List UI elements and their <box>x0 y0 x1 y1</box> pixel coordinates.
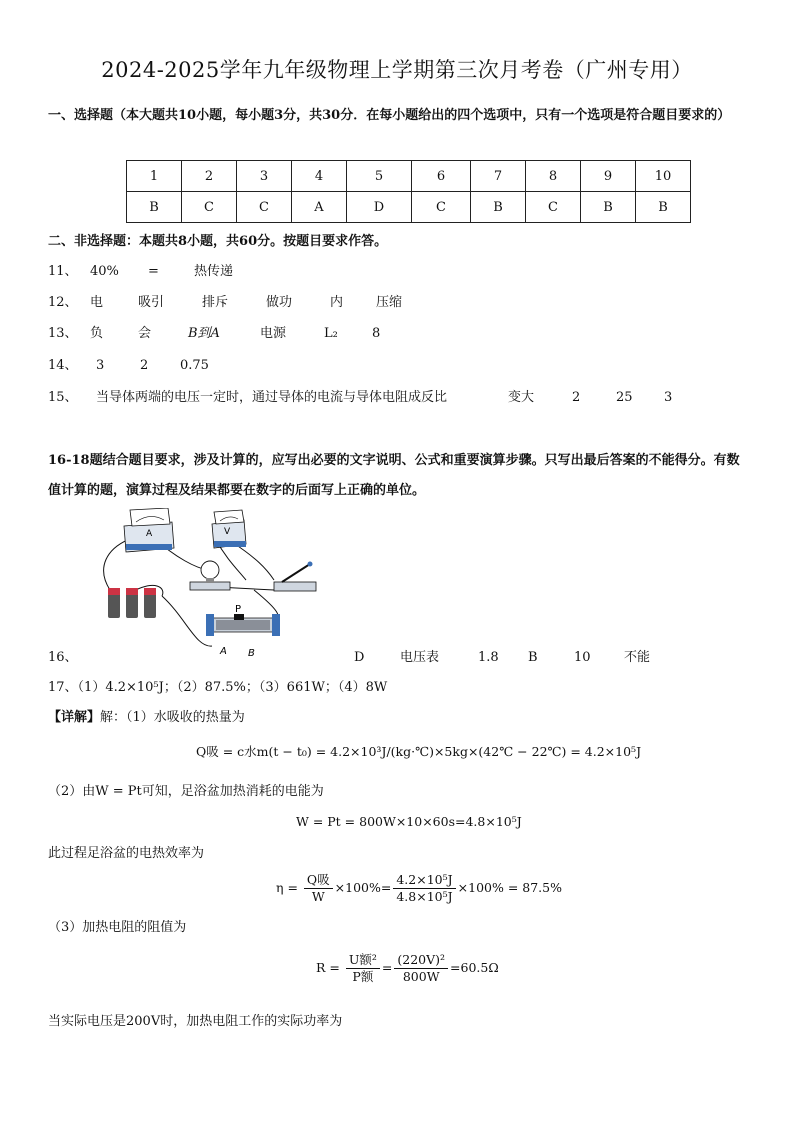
fraction-denominator: 800W <box>402 969 440 984</box>
fraction <box>304 872 333 905</box>
table-cell: 2 <box>182 161 237 192</box>
fraction-numerator: (220V)² <box>394 952 448 969</box>
answer-item: 排斥 <box>202 295 229 310</box>
formula-rhs: ×100% = 87.5% <box>457 880 562 895</box>
section1-heading: 一、选择题（本大题共10小题，每小题3分，共30分．在每小题给出的四个选项中，只有一个选项是符合题目要求的） <box>48 108 731 123</box>
instructions: 16-18题结合题目要求，涉及计算的，应写出必要的文字说明、公式和重要演算步骤。只写出最后答案的不能得分。有数值计算的题，演算过程及结果都要在数字的后面写上正确的单位。 <box>48 453 740 498</box>
answer-item: 变大 <box>508 390 535 405</box>
fraction-numerator: U额² <box>346 952 380 969</box>
table-cell: C <box>526 192 581 223</box>
fraction-denominator: 4.8×10⁵J <box>396 889 453 904</box>
answer-item: 电压表 <box>400 650 440 665</box>
fraction-numerator: 4.2×10⁵J <box>393 872 455 889</box>
table-cell: 3 <box>237 161 292 192</box>
formula-rhs: =60.5Ω <box>450 960 499 975</box>
table-cell: 8 <box>526 161 581 192</box>
answer-item: 0.75 <box>180 358 209 373</box>
detail-label: 【详解】 <box>48 710 101 725</box>
answer-line-15 <box>48 388 748 408</box>
answer-item: 热传递 <box>194 264 234 279</box>
circuit-diagram <box>96 508 328 660</box>
table-cell: 6 <box>412 161 471 192</box>
table-cell: B <box>581 192 636 223</box>
table-cell: 5 <box>347 161 412 192</box>
answer-line-16 <box>48 648 748 668</box>
answer-table <box>126 160 691 223</box>
table-cell: A <box>292 192 347 223</box>
step-2: （2）由W = Pt可知，足浴盆加热消耗的电能为 <box>48 784 324 799</box>
answer-line-12 <box>48 293 748 313</box>
table-cell: B <box>636 192 691 223</box>
answer-item: 做功 <box>266 295 293 310</box>
answer-item: 2 <box>572 390 581 405</box>
question-number: 14、 <box>48 358 78 373</box>
formula-lhs: η = <box>276 880 298 895</box>
fraction <box>393 872 455 905</box>
answer-item: L₂ <box>324 326 338 341</box>
answer-item: 吸引 <box>138 295 165 310</box>
formula-mid: = <box>381 960 393 975</box>
table-cell: 7 <box>471 161 526 192</box>
table-cell: D <box>347 192 412 223</box>
page-title: 2024-2025学年九年级物理上学期第三次月考卷（广州专用） <box>101 58 693 82</box>
table-cell: 1 <box>127 161 182 192</box>
question-number: 15、 <box>48 390 78 405</box>
answer-item: 当导体两端的电压一定时，通过导体的电流与导体电阻成反比 <box>96 390 448 405</box>
answer-item: 负 <box>90 326 104 341</box>
ammeter-icon <box>124 508 174 552</box>
answer-line-14 <box>48 356 748 376</box>
answer-item: 内 <box>330 295 344 310</box>
fraction-denominator: W <box>311 889 325 904</box>
answer-item: 会 <box>138 326 152 341</box>
formula-efficiency <box>276 872 562 905</box>
answer-item: 25 <box>616 390 633 405</box>
fraction-denominator: P额 <box>352 969 374 984</box>
detail-line <box>48 708 748 728</box>
table-cell: 9 <box>581 161 636 192</box>
end-a-label: A <box>220 646 227 657</box>
table-cell: 4 <box>292 161 347 192</box>
answer-line-17: 17、（1）4.2×10⁵J；（2）87.5%；（3）661W；（4）8W <box>48 680 388 695</box>
end-b-label: B <box>248 648 255 659</box>
formula-mid: ×100%= <box>334 880 392 895</box>
table-cell: C <box>237 192 292 223</box>
answer-line-13 <box>48 324 748 344</box>
answer-item: 2 <box>140 358 149 373</box>
question-number: 12、 <box>48 295 78 310</box>
answer-item: 压缩 <box>376 295 403 310</box>
question-number: 13、 <box>48 326 78 341</box>
question-number: 16、 <box>48 650 78 665</box>
fraction <box>394 952 448 985</box>
fraction-numerator: Q吸 <box>304 872 333 889</box>
slider-label: P <box>235 604 242 615</box>
formula-lhs: R = <box>316 960 340 975</box>
answer-item: B到A <box>188 326 220 341</box>
switch-icon <box>274 562 316 592</box>
table-row-numbers <box>127 161 691 192</box>
answer-item: 40% <box>90 264 119 279</box>
fraction <box>346 952 380 985</box>
step-2b: 此过程足浴盆的电热效率为 <box>48 846 205 861</box>
voltmeter-icon <box>212 510 246 548</box>
question-number: 11、 <box>48 264 78 279</box>
formula-heat: Q吸 = c水m(t − t₀) = 4.2×10³J/(kg·℃)×5kg×(42℃ − 22℃) = 4.2×10⁵J <box>196 744 642 759</box>
formula-energy: W = Pt = 800W×10×60s=4.8×10⁵J <box>296 814 522 829</box>
answer-item: B <box>528 650 538 665</box>
answer-item: 3 <box>664 390 673 405</box>
answer-item: 不能 <box>624 650 651 665</box>
ammeter-label: A <box>146 529 153 539</box>
table-cell: B <box>471 192 526 223</box>
answer-item: 电 <box>90 295 104 310</box>
table-cell: C <box>182 192 237 223</box>
answer-item: 1.8 <box>478 650 499 665</box>
answer-item: 3 <box>96 358 105 373</box>
answer-item: D <box>354 650 365 665</box>
answer-line-11 <box>48 262 748 282</box>
table-row-answers <box>127 192 691 223</box>
table-cell: 10 <box>636 161 691 192</box>
step-3b: 当实际电压是200V时，加热电阻工作的实际功率为 <box>48 1014 343 1029</box>
voltmeter-label: V <box>224 527 231 537</box>
answer-item: = <box>148 264 159 279</box>
section2-heading: 二、非选择题：本题共8小题，共60分。按题目要求作答。 <box>48 234 388 249</box>
answer-item: 8 <box>372 326 381 341</box>
table-cell: C <box>412 192 471 223</box>
step-3: （3）加热电阻的阻值为 <box>48 920 187 935</box>
answer-item: 电源 <box>260 326 287 341</box>
bulb-icon <box>190 561 230 590</box>
answer-item: 10 <box>574 650 591 665</box>
battery-icon <box>108 588 156 618</box>
detail-intro: 解：（1）水吸收的热量为 <box>100 710 245 725</box>
formula-resistance <box>316 952 499 985</box>
table-cell: B <box>127 192 182 223</box>
